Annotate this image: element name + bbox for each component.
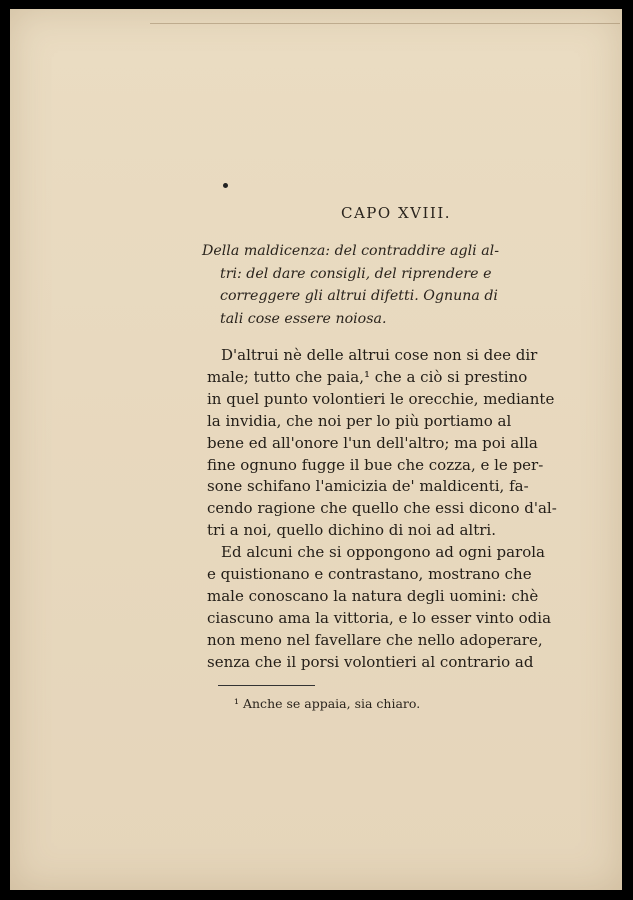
body-line: la invidia, che noi per lo più portiamo al xyxy=(207,411,512,430)
summary-line: correggere gli altrui difetti. Ognuna di xyxy=(220,288,498,304)
body-line: e quistionano e contrastano, mostrano che xyxy=(207,565,532,584)
summary-line: Della maldicenza: del contraddire agli al- xyxy=(202,243,499,259)
body-line: tri a noi, quello dichino di noi ad altri. xyxy=(207,521,496,540)
chapter-heading: CAPO XVIII. xyxy=(340,204,452,222)
body-line: in quel punto volontieri le orecchie, mediante xyxy=(207,389,555,408)
page-crease xyxy=(150,23,620,24)
body-line: non meno nel favellare che nello adoperare, xyxy=(207,630,543,649)
body-line: cendo ragione che quello che essi dicono d'al- xyxy=(207,499,557,518)
footnote: ¹ Anche se appaia, sia chiaro. xyxy=(234,696,421,711)
body-text xyxy=(207,345,587,674)
body-line: D'altrui nè delle altrui cose non si dee dir xyxy=(221,346,538,364)
footnote-rule xyxy=(218,685,315,686)
body-line: male conoscano la natura degli uomini: chè xyxy=(207,586,539,605)
body-line: Ed alcuni che si oppongono ad ogni parola xyxy=(221,543,545,562)
ink-spot xyxy=(223,183,228,188)
body-line: senza che il porsi volontieri al contrario ad xyxy=(207,652,534,671)
body-line: fine ognuno fugge il bue che cozza, e le per- xyxy=(207,455,544,474)
summary-line: tali cose essere noiosa. xyxy=(220,310,387,327)
summary-line: tri: del dare consigli, del riprendere e xyxy=(220,265,492,282)
body-line: ciascuno ama la vittoria, e lo esser vinto odia xyxy=(207,608,552,627)
body-line: male; tutto che paia,¹ che a ciò si prestino xyxy=(207,367,528,386)
chapter-summary xyxy=(202,240,582,330)
body-line: bene ed all'onore l'un dell'altro; ma poi alla xyxy=(207,433,538,452)
body-line: sone schifano l'amicizia de' maldicenti, fa- xyxy=(207,477,529,496)
